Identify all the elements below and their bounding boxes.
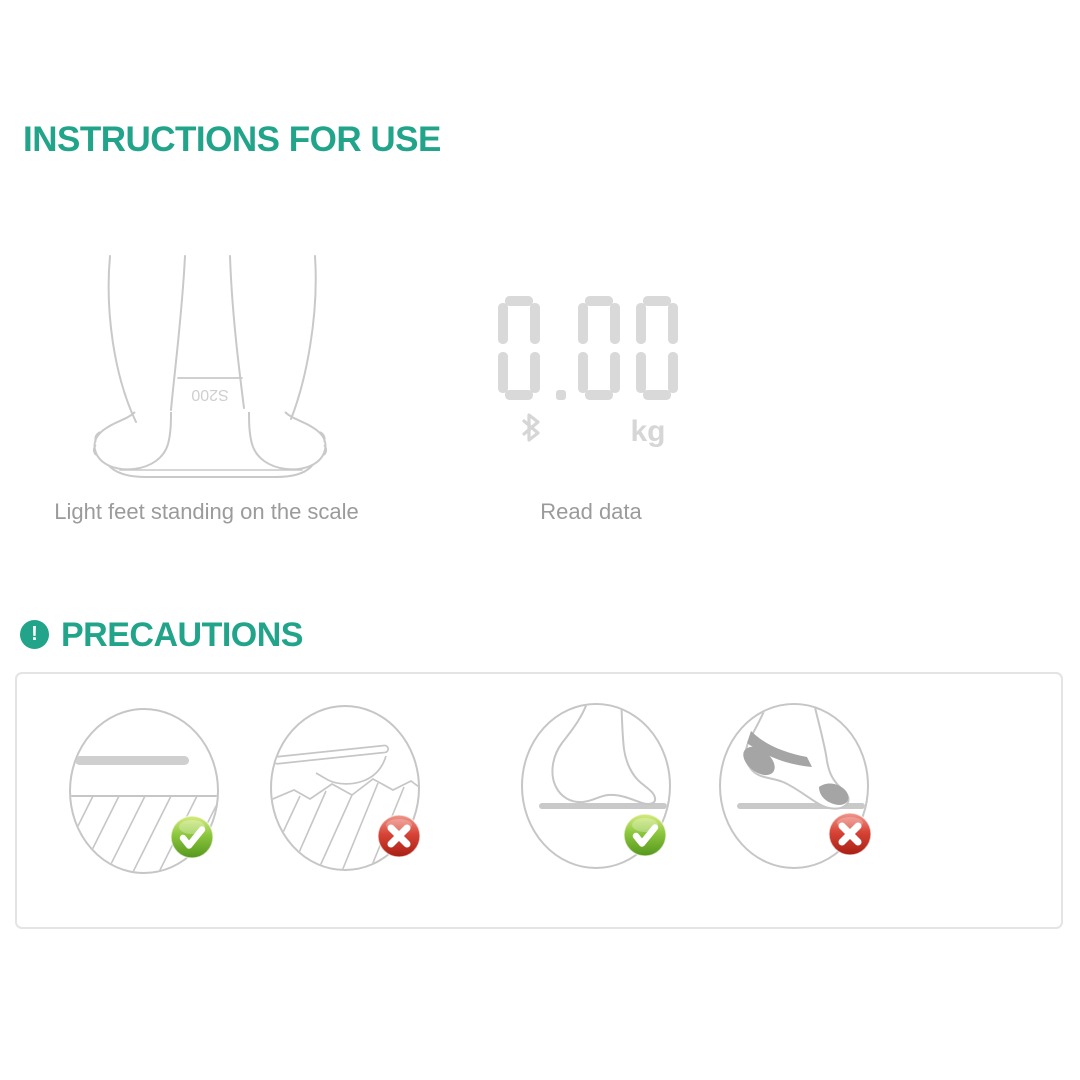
unit-label: kg xyxy=(630,415,666,448)
right-foot xyxy=(249,412,326,469)
precautions-section-title: PRECAUTIONS xyxy=(61,616,303,654)
instructions-section-title: INSTRUCTIONS FOR USE xyxy=(23,120,441,159)
weight-value-digits xyxy=(498,296,678,400)
precaution-bare-foot-on-scale xyxy=(511,691,681,881)
scale-side-view xyxy=(75,756,189,765)
precaution-sock-foot-on-scale xyxy=(709,691,879,881)
feet-standing-on-scale-illustration xyxy=(88,236,332,488)
bluetooth-icon xyxy=(524,415,538,440)
verdict-badge xyxy=(624,814,666,856)
step-caption-read: Read data xyxy=(540,499,642,524)
verdict-badge xyxy=(171,816,213,858)
precaution-scale-on-uneven-surface xyxy=(260,693,430,883)
step-caption-stand: Light feet standing on the scale xyxy=(54,499,359,524)
precaution-scale-on-flat-surface xyxy=(59,696,229,886)
left-foot xyxy=(95,412,172,469)
scale-display-label: S200 xyxy=(191,386,229,403)
weight-display-illustration xyxy=(498,296,680,448)
verdict-badge xyxy=(378,815,420,857)
exclamation-circle-icon: ! xyxy=(20,620,49,649)
verdict-badge xyxy=(829,813,871,855)
